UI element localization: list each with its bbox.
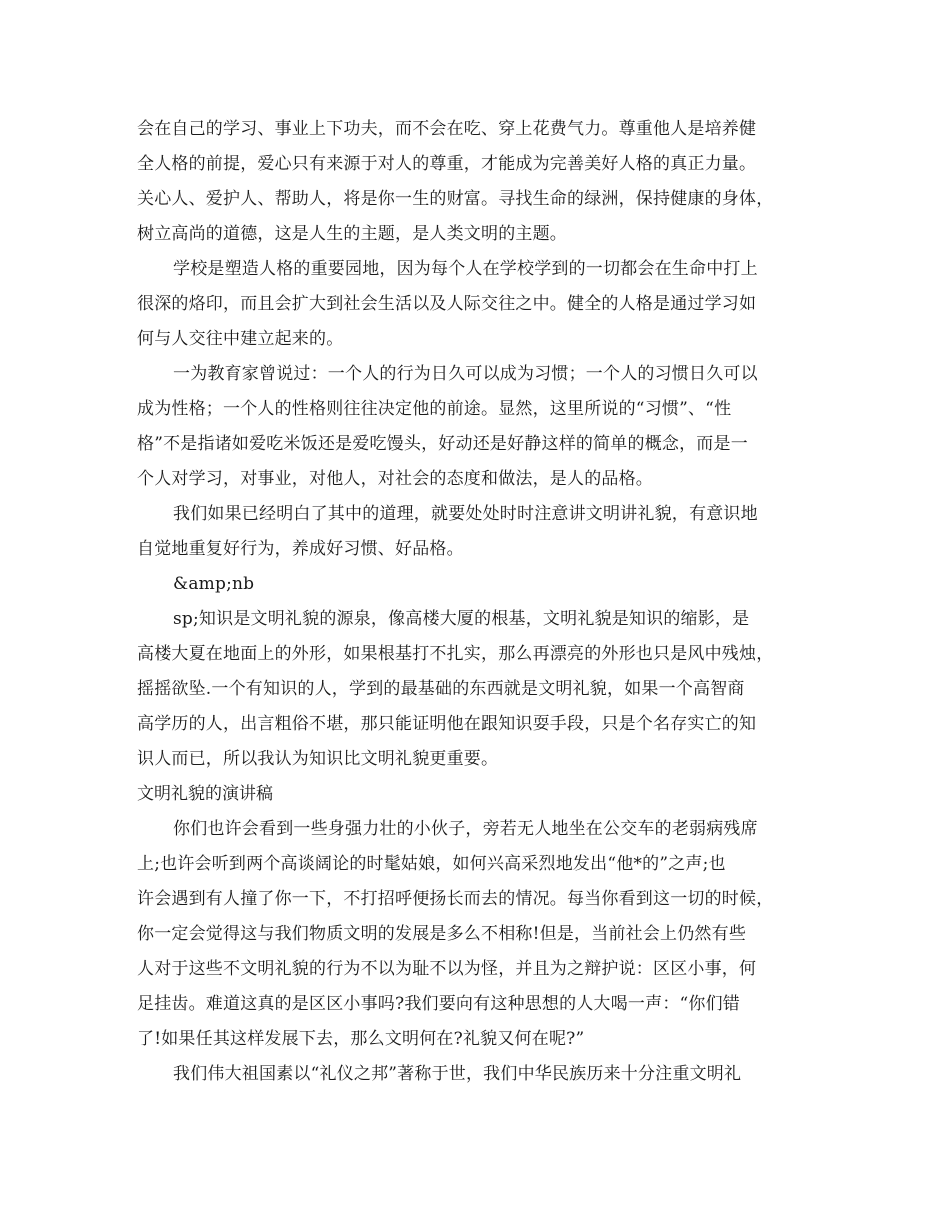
text-line: 会在自己的学习、事业上下功夫，而不会在吃、穿上花费气力。尊重他人是培养健 — [137, 119, 757, 139]
text-line: 高楼大夏在地面上的外形，如果根基打不扎实，那么再漂亮的外形也只是风中残烛， — [137, 644, 774, 664]
text-line: 格”不是指诸如爱吃米饭还是爱吃馒头，好动还是好静这样的简单的概念，而是一 — [137, 434, 748, 454]
text-line: 个人对学习，对事业，对他人，对社会的态度和做法，是人的品格。 — [137, 469, 653, 489]
paragraph-2 — [137, 252, 817, 357]
text-line: 摇摇欲坠.一个有知识的人，学到的最基础的东西就是文明礼貌，如果一个高智商 — [137, 679, 745, 699]
text-line: 足挂齿。难道这真的是区区小事吗?我们要向有这种思想的人大喝一声：“你们错 — [137, 994, 741, 1014]
text-line: 很深的烙印，而且会扩大到社会生活以及人际交往之中。健全的人格是通过学习如 — [137, 294, 757, 314]
text-line: 了!如果任其这样发展下去，那么文明何在?礼貌又何在呢?” — [137, 1029, 585, 1049]
paragraph-3 — [137, 357, 817, 497]
text-line: 我们如果已经明白了其中的道理，就要处处时时注意讲文明讲礼貌，有意识地 — [173, 504, 758, 524]
text-line: sp;知识是文明礼貌的源泉，像高楼大厦的根基，文明礼貌是知识的缩影，是 — [173, 609, 750, 629]
text-line: 自觉地重复好行为，养成好习惯、好品格。 — [137, 539, 464, 559]
text-line: 树立高尚的道德，这是人生的主题，是人类文明的主题。 — [137, 224, 567, 244]
paragraph-6 — [137, 602, 817, 777]
text-line: 成为性格；一个人的性格则往往决定他的前途。显然，这里所说的“习惯”、“性 — [137, 399, 732, 419]
text-line: 人对于这些不文明礼貌的行为不以为耻不以为怪，并且为之辩护说：区区小事，何 — [137, 959, 757, 979]
text-line: 许会遇到有人撞了你一下，不打招呼便扬长而去的情况。每当你看到这一切的时候， — [137, 889, 774, 909]
paragraph-1 — [137, 112, 817, 252]
paragraph-5 — [137, 567, 817, 602]
text-line: 何与人交往中建立起来的。 — [137, 329, 344, 349]
document-page — [137, 112, 817, 1092]
paragraph-8 — [137, 1057, 817, 1092]
text-line: 一为教育家曾说过：一个人的行为日久可以成为习惯；一个人的习惯日久可以 — [173, 364, 758, 384]
text-line: 你一定会觉得这与我们物质文明的发展是多么不相称!但是，当前社会上仍然有些 — [137, 924, 747, 944]
text-line: 关心人、爱护人、帮助人，将是你一生的财富。寻找生命的绿洲，保持健康的身体， — [137, 189, 774, 209]
text-line: 全人格的前提，爱心只有来源于对人的尊重，才能成为完善美好人格的真正力量。 — [137, 154, 757, 174]
paragraph-7 — [137, 812, 817, 1057]
text-line: 学校是塑造人格的重要园地，因为每个人在学校学到的一切都会在生命中打上 — [173, 259, 758, 279]
text-line: 我们伟大祖国素以“礼仪之邦”著称于世，我们中华民族历来十分注重文明礼 — [173, 1064, 742, 1084]
paragraph-4 — [137, 497, 817, 567]
text-line: 上;也许会听到两个高谈阔论的时髦姑娘，如何兴高采烈地发出“他*的”之声;也 — [137, 854, 726, 874]
text-line: 识人而已，所以我认为知识比文明礼貌更重要。 — [137, 749, 499, 769]
text-line: 你们也许会看到一些身强力壮的小伙子，旁若无人地坐在公交车的老弱病残席 — [173, 819, 758, 839]
text-line: &amp;nb — [173, 574, 255, 594]
section-heading: 文明礼貌的演讲稿 — [137, 784, 273, 804]
text-line: 高学历的人，出言粗俗不堪，那只能证明他在跟知识耍手段，只是个名存实亡的知 — [137, 714, 757, 734]
